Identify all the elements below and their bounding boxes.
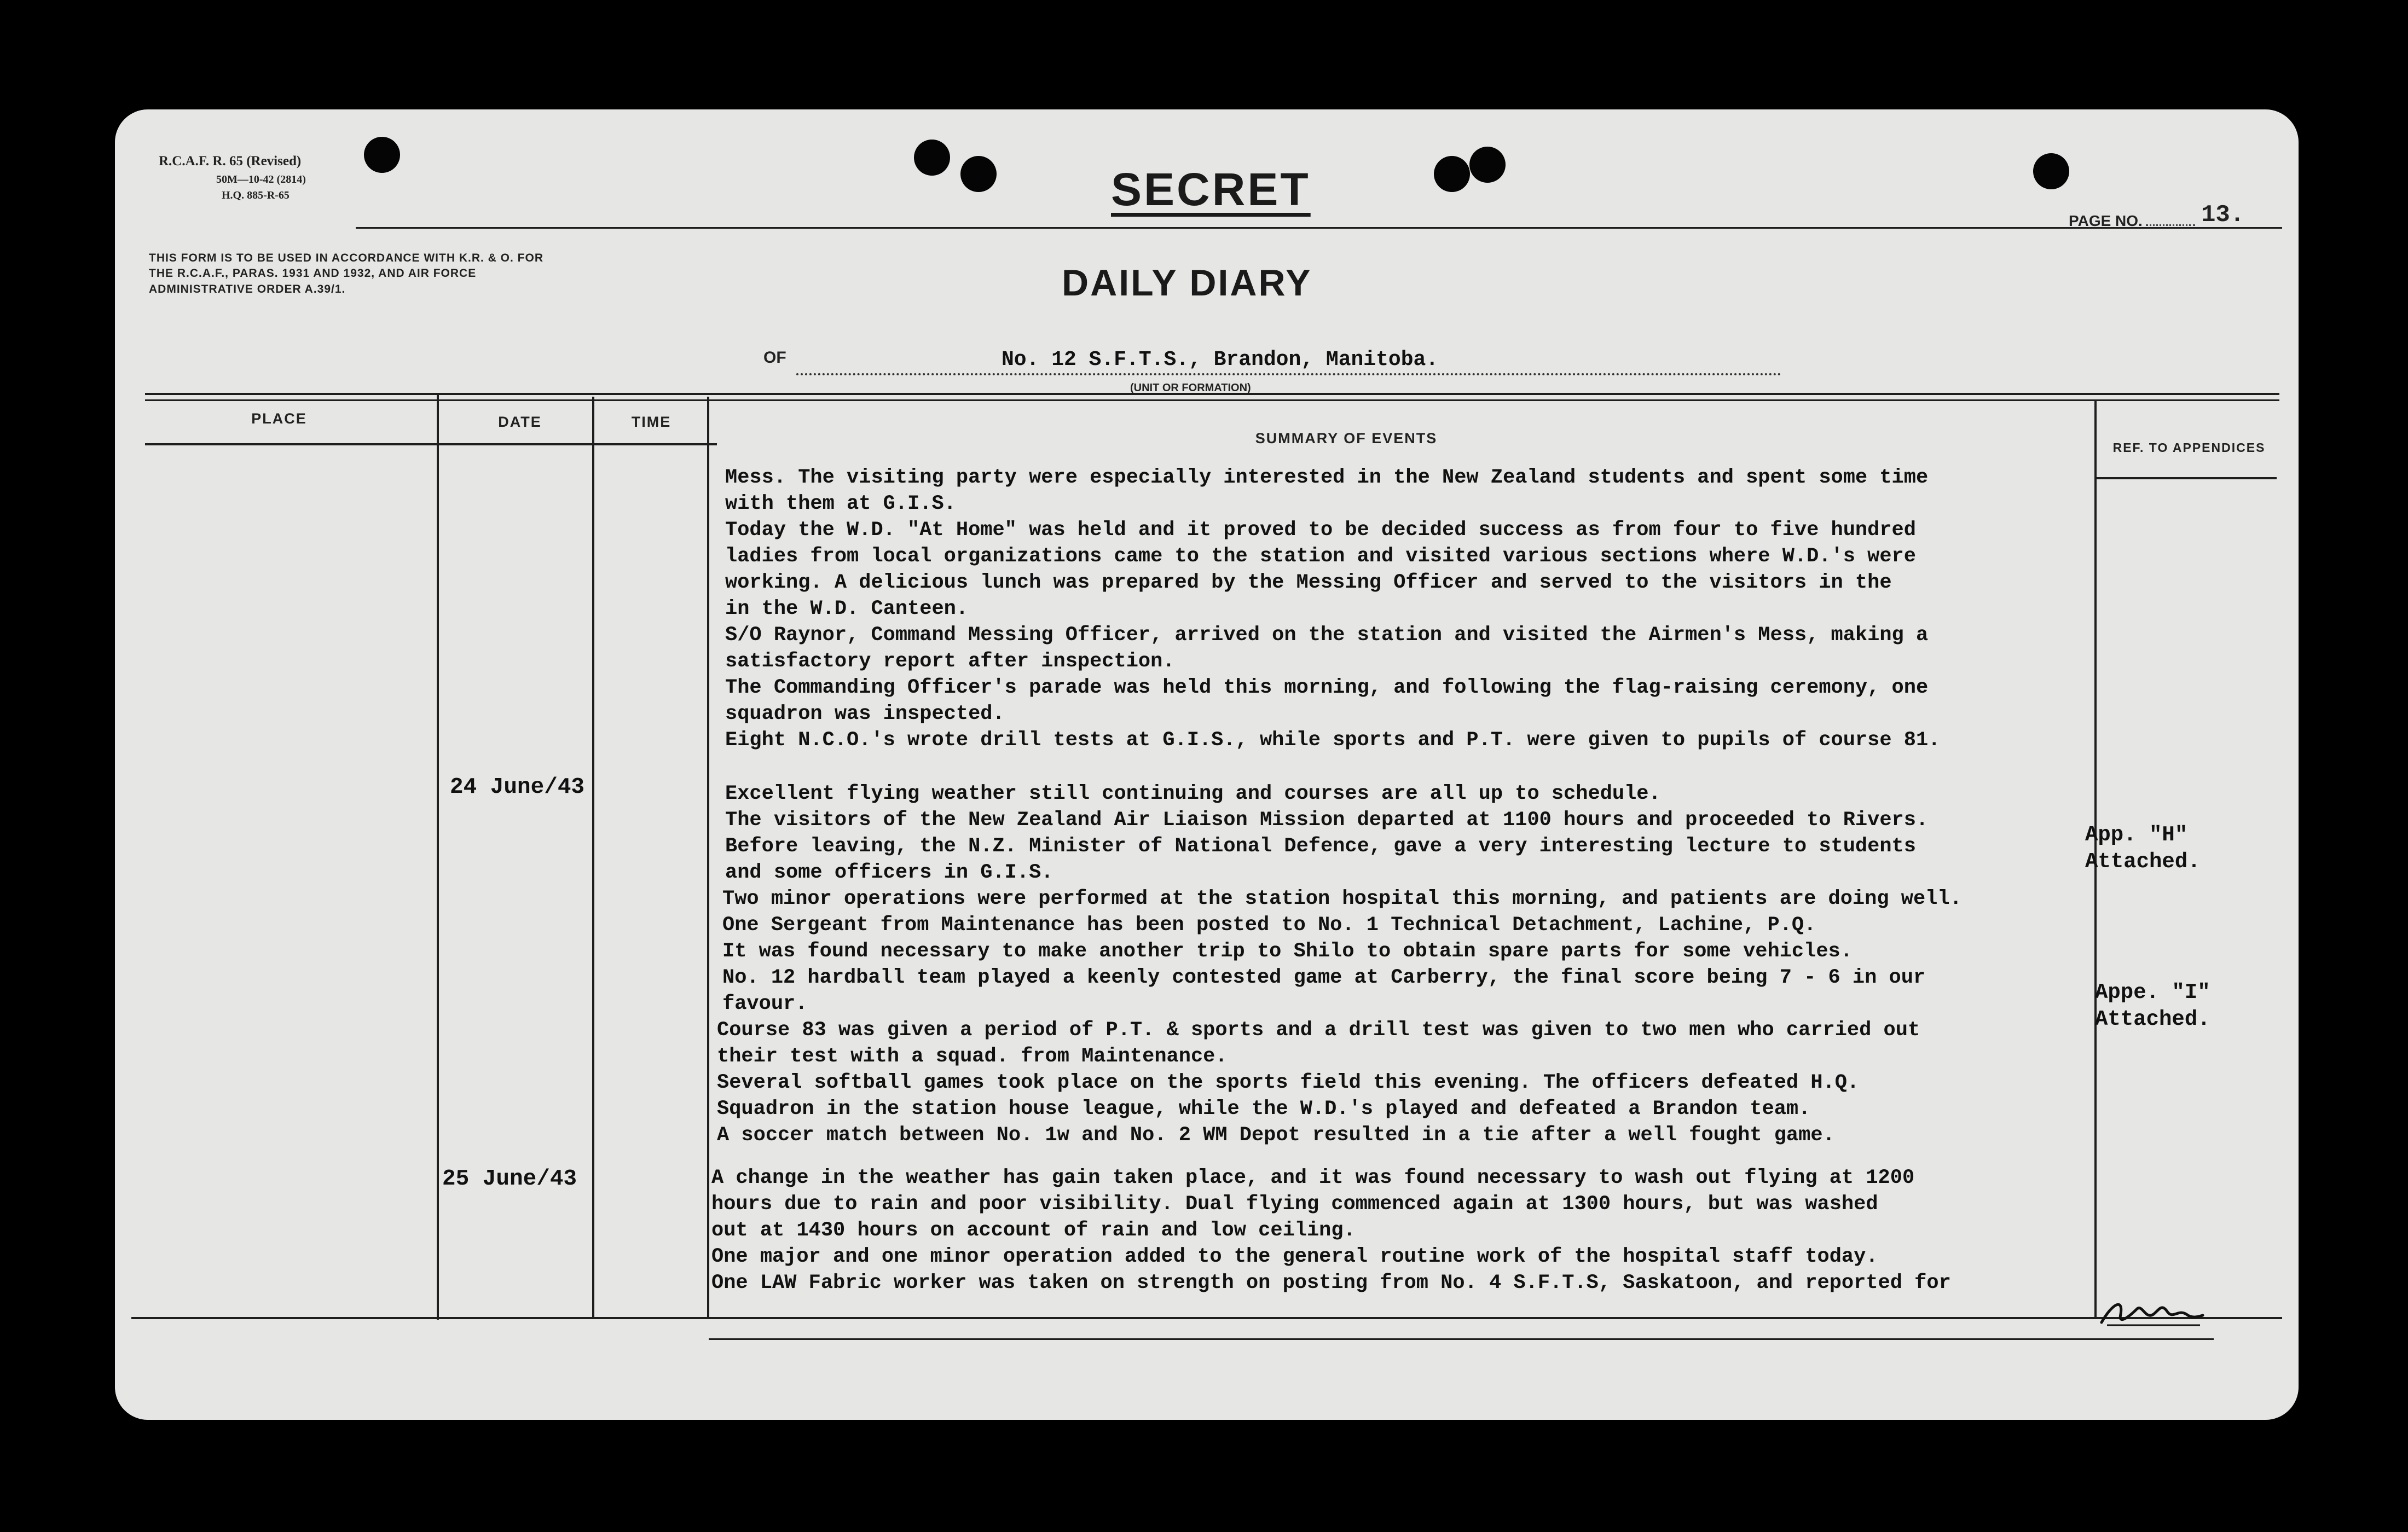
column-header-place: PLACE xyxy=(251,410,307,427)
date-entry: 25 June/43 xyxy=(442,1167,577,1192)
column-header-date: DATE xyxy=(498,414,542,430)
summary-line: favour. xyxy=(722,993,808,1015)
summary-line: ladies from local organizations came to the station and visited various sections where W.D.'s were xyxy=(725,545,1916,568)
place-date-divider xyxy=(437,395,439,1320)
summary-line: out at 1430 hours on account of rain and low ceiling. xyxy=(711,1219,1356,1242)
punch-hole xyxy=(960,156,997,192)
classification-heading: SECRET xyxy=(1111,164,1311,215)
column-header-summary: SUMMARY OF EVENTS xyxy=(1255,430,1438,446)
table-bottom-rule xyxy=(131,1317,2282,1319)
header-rule xyxy=(356,227,2282,229)
appendix-ref-label: App. "H" xyxy=(2085,823,2188,847)
header-bottom-rule xyxy=(145,443,717,445)
summary-line: The visitors of the New Zealand Air Liaison Mission departed at 1100 hours and proceeded to Rivers. xyxy=(725,809,1929,832)
table-top-rule-2 xyxy=(145,399,2279,401)
summary-line: squadron was inspected. xyxy=(725,703,1005,726)
column-header-time: TIME xyxy=(631,414,672,430)
unit-caption: (UNIT OR FORMATION) xyxy=(1130,382,1251,394)
appendix-reference xyxy=(2095,979,2210,1033)
date-entry: 24 June/43 xyxy=(450,775,585,800)
punch-hole xyxy=(1434,156,1470,192)
form-id-line2: 50M—10-42 (2814) xyxy=(216,173,306,185)
punch-hole xyxy=(364,137,400,173)
summary-line: A soccer match between No. 1w and No. 2 WM Depot resulted in a tie after a well fought game. xyxy=(717,1124,1835,1147)
summary-line: Two minor operations were performed at the station hospital this morning, and patients are doing well. xyxy=(722,887,1962,910)
unit-dotted-line xyxy=(796,373,1781,375)
date-time-divider xyxy=(592,397,594,1319)
summary-line: Squadron in the station house league, while the W.D.'s played and defeated a Brandon team. xyxy=(717,1098,1811,1121)
summary-line: One Sergeant from Maintenance has been posted to No. 1 Technical Detachment, Lachine, P.Q. xyxy=(722,914,1816,937)
summary-line: No. 12 hardball team played a keenly contested game at Carberry, the final score being 7 - 6 in our xyxy=(722,966,1926,989)
appendix-ref-status: Attached. xyxy=(2095,1007,2210,1031)
summary-line: Several softball games took place on the sports field this evening. The officers defeated H.Q. xyxy=(717,1071,1860,1094)
summary-line: working. A delicious lunch was prepared by the Messing Officer and served to the visitors in the xyxy=(725,571,1892,594)
time-summary-divider xyxy=(707,397,709,1319)
summary-line: satisfactory report after inspection. xyxy=(725,650,1175,673)
summary-line: Mess. The visiting party were especially interested in the New Zealand students and spent some time xyxy=(725,466,1929,489)
summary-line: A change in the weather has gain taken place, and it was found necessary to wash out flying at 1200 xyxy=(711,1167,1915,1189)
table-top-rule xyxy=(145,393,2279,395)
punch-hole xyxy=(1469,147,1506,183)
summary-line: Eight N.C.O.'s wrote drill tests at G.I.S., while sports and P.T. were given to pupils of course 81. xyxy=(725,729,1941,752)
page-number-value: 13. xyxy=(2201,201,2245,229)
column-header-ref: REF. TO APPENDICES xyxy=(2112,440,2266,455)
form-id-line3: H.Q. 885-R-65 xyxy=(222,189,290,201)
summary-line: hours due to rain and poor visibility. Dual flying commenced again at 1300 hours, but was washed xyxy=(711,1193,1878,1216)
page-title: DAILY DIARY xyxy=(1062,262,1312,304)
summary-line: with them at G.I.S. xyxy=(725,492,956,515)
summary-line: It was found necessary to make another trip to Shilo to obtain spare parts for some vehicles. xyxy=(722,940,1853,963)
punch-hole xyxy=(2033,153,2069,189)
appendix-reference xyxy=(2085,822,2201,875)
summary-line: and some officers in G.I.S. xyxy=(725,861,1054,884)
summary-line: One major and one minor operation added to the general routine work of the hospital staff today. xyxy=(711,1245,1878,1268)
handwritten-initials xyxy=(2096,1292,2206,1331)
summary-line: The Commanding Officer's parade was held this morning, and following the flag-raising ceremony, one xyxy=(725,676,1929,699)
ref-header-rule xyxy=(2096,477,2277,479)
summary-line: One LAW Fabric worker was taken on strength on posting from No. 4 S.F.T.S, Saskatoon, and reported for xyxy=(711,1272,1951,1295)
summary-line: S/O Raynor, Command Messing Officer, arrived on the station and visited the Airmen's Mess, making a xyxy=(725,624,1929,647)
summary-line: Before leaving, the N.Z. Minister of National Defence, gave a very interesting lecture to students xyxy=(725,835,1916,858)
summary-line: Today the W.D. "At Home" was held and it proved to be decided success as from four to five hundred xyxy=(725,519,1916,542)
diary-form xyxy=(115,109,2299,1420)
of-label: OF xyxy=(763,349,786,367)
summary-line: in the W.D. Canteen. xyxy=(725,597,969,620)
summary-line: their test with a squad. from Maintenance. xyxy=(717,1045,1228,1068)
form-instructions: THIS FORM IS TO BE USED IN ACCORDANCE WITH K.R. & O. FOR THE R.C.A.F., PARAS. 1931 AND 1932, AND AIR FORCE ADMINISTRATIVE ORDER A.39/1. xyxy=(149,252,544,295)
form-id-line1: R.C.A.F. R. 65 (Revised) xyxy=(159,154,302,169)
punch-hole xyxy=(914,140,950,176)
table-bottom-rule-2 xyxy=(709,1338,2214,1340)
appendix-ref-label: Appe. "I" xyxy=(2095,980,2210,1005)
summary-line: Course 83 was given a period of P.T. & sports and a drill test was given to two men who carried out xyxy=(717,1019,1920,1042)
page-number-label: PAGE NO. xyxy=(2069,212,2195,230)
appendix-ref-status: Attached. xyxy=(2085,849,2201,874)
unit-name: No. 12 S.F.T.S., Brandon, Manitoba. xyxy=(1002,348,1439,372)
summary-line: Excellent flying weather still continuing and courses are all up to schedule. xyxy=(725,782,1661,805)
